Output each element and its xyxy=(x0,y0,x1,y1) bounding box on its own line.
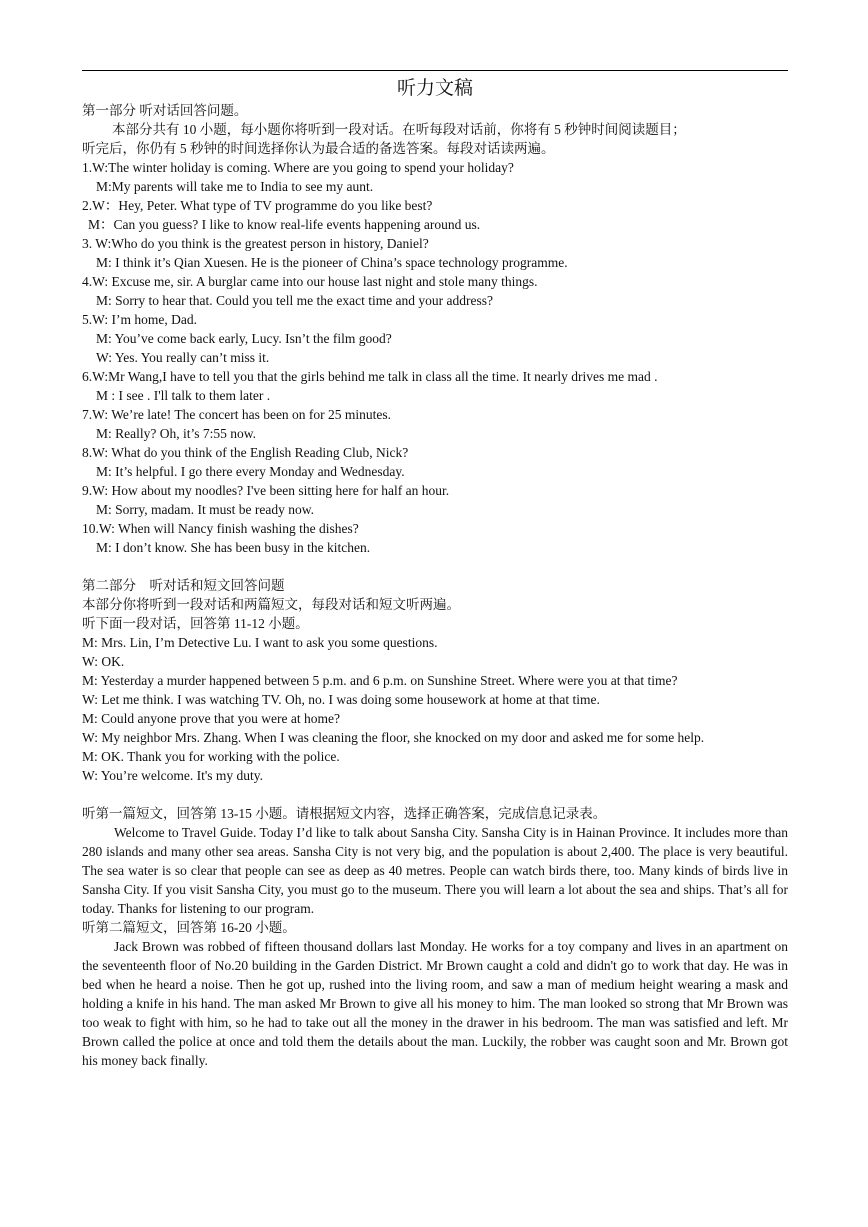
dialogue-line: M: Really? Oh, it’s 7:55 now. xyxy=(96,426,256,441)
passage1-heading: 听第一篇短文，回答第 13-15 小题。请根据短文内容，选择正确答案，完成信息记录表。 xyxy=(82,806,607,821)
dialogue-line: M: Sorry, madam. It must be ready now. xyxy=(96,502,314,517)
dialogue-line: W: Let me think. I was watching TV. Oh, no. I was doing some housework at home at that time. xyxy=(82,692,600,707)
dialogue-line: W: My neighbor Mrs. Zhang. When I was cleaning the floor, she knocked on my door and asked me for some help. xyxy=(82,730,705,745)
dialogue-line: 2.W：Hey, Peter. What type of TV programme do you like best? xyxy=(82,198,433,213)
part1-intro: 听完后，你仍有 5 秒钟的时间选择你认为最合适的备选答案。每段对话读两遍。 xyxy=(82,141,555,156)
dialogue-line: M:My parents will take me to India to see my aunt. xyxy=(96,179,374,194)
dialogue-line: M: It’s helpful. I go there every Monday and Wednesday. xyxy=(96,464,405,479)
dialogue-line: W: Yes. You really can’t miss it. xyxy=(96,350,270,365)
part1-intro: 本部分共有 10 小题，每小题你将听到一段对话。在听每段对话前，你将有 5 秒钟时间阅读题目； xyxy=(112,122,686,137)
part1-heading: 第一部分 听对话回答问题。 xyxy=(82,103,248,118)
passage2-text: Jack Brown was robbed of fifteen thousand dollars last Monday. He works for a toy company and lives in an apartment on the seventeenth floor of No.20 building in the Garden District. Mr Brown caught a cold and didn't go to work that day. He was in bed when he heard a noise. Then he got up, rushed into the living room, and saw a man of medium height wearing a mask and holding a knife in his hand. The man asked Mr Brown to give all his money to him. The man looked so strong that Mr Brown was too weak to fight with him, so he had to take out all the money in the drawer in his bedroom. The man was satisfied and left. Mr Brown called the police at once and told them the details about the man. Luckily, the robber was caught soon and Mr. Brown got his money back finally. xyxy=(82,939,788,1068)
dialogue-line: M: Could anyone prove that you were at home? xyxy=(82,711,340,726)
dialogue-line: 4.W: Excuse me, sir. A burglar came into our house last night and stole many things. xyxy=(82,274,538,289)
dialogue-line: M: I think it’s Qian Xuesen. He is the pioneer of China’s space technology programme. xyxy=(96,255,568,270)
dialogue-line: M: You’ve come back early, Lucy. Isn’t the film good? xyxy=(96,331,392,346)
dialogue-line: 8.W: What do you think of the English Reading Club, Nick? xyxy=(82,445,409,460)
dialogue-line: 9.W: How about my noodles? I've been sitting here for half an hour. xyxy=(82,483,450,498)
dialogue-line: 7.W: We’re late! The concert has been on for 25 minutes. xyxy=(82,407,392,422)
dialogue-line: 6.W:Mr Wang,I have to tell you that the girls behind me talk in class all the time. It nearly drives me mad . xyxy=(82,369,658,384)
page-title: 听力文稿 xyxy=(396,78,473,99)
dialogue-line: M : I see . I'll talk to them later . xyxy=(96,388,271,403)
dialogue-line: M: Mrs. Lin, I’m Detective Lu. I want to ask you some questions. xyxy=(82,635,438,650)
dialogue-line: 3. W:Who do you think is the greatest person in history, Daniel? xyxy=(82,236,429,251)
dialogue-line: M：Can you guess? I like to know real-life events happening around us. xyxy=(88,217,481,232)
dialogue-line: W: You’re welcome. It's my duty. xyxy=(82,768,264,783)
section-gap xyxy=(82,785,788,804)
part2-heading: 第二部分 听对话和短文回答问题 xyxy=(82,578,285,593)
dialogue-line: M: OK. Thank you for working with the police. xyxy=(82,749,340,764)
part2-intro: 本部分你将听到一段对话和两篇短文，每段对话和短文听两遍。 xyxy=(82,597,460,612)
dialogue-line: 1.W:The winter holiday is coming. Where are you going to spend your holiday? xyxy=(82,160,514,175)
dialogue-line: M: I don’t know. She has been busy in the kitchen. xyxy=(96,540,371,555)
dialogue-line: 10.W: When will Nancy finish washing the dishes? xyxy=(82,521,359,536)
document-page xyxy=(82,70,788,1070)
dialogue-line: 5.W: I’m home, Dad. xyxy=(82,312,197,327)
passage2-heading: 听第二篇短文，回答第 16-20 小题。 xyxy=(82,920,296,935)
dialogue-line: W: OK. xyxy=(82,654,125,669)
passage1-text: Welcome to Travel Guide. Today I’d like to talk about Sansha City. Sansha City is in Hainan Province. It includes more than 280 islands and many other sea areas. Sansha City is not very big, and the population is about 2,400. The place is very beautiful. The sea water is so clear that people can see as deep as 40 metres. People can watch birds there, too. Many kinds of birds live in Sansha City. If you visit Sansha City, you must go to the museum. There you will learn a lot about the sea and ships. That’s all for today. Thanks for listening to our program. xyxy=(82,825,788,916)
dialogue-heading: 听下面一段对话，回答第 11-12 小题。 xyxy=(82,616,309,631)
header-rule xyxy=(82,70,788,71)
dialogue-line: M: Yesterday a murder happened between 5 p.m. and 6 p.m. on Sunshine Street. Where were you at that time? xyxy=(82,673,678,688)
section-gap xyxy=(82,557,788,576)
dialogue-line: M: Sorry to hear that. Could you tell me the exact time and your address? xyxy=(96,293,494,308)
